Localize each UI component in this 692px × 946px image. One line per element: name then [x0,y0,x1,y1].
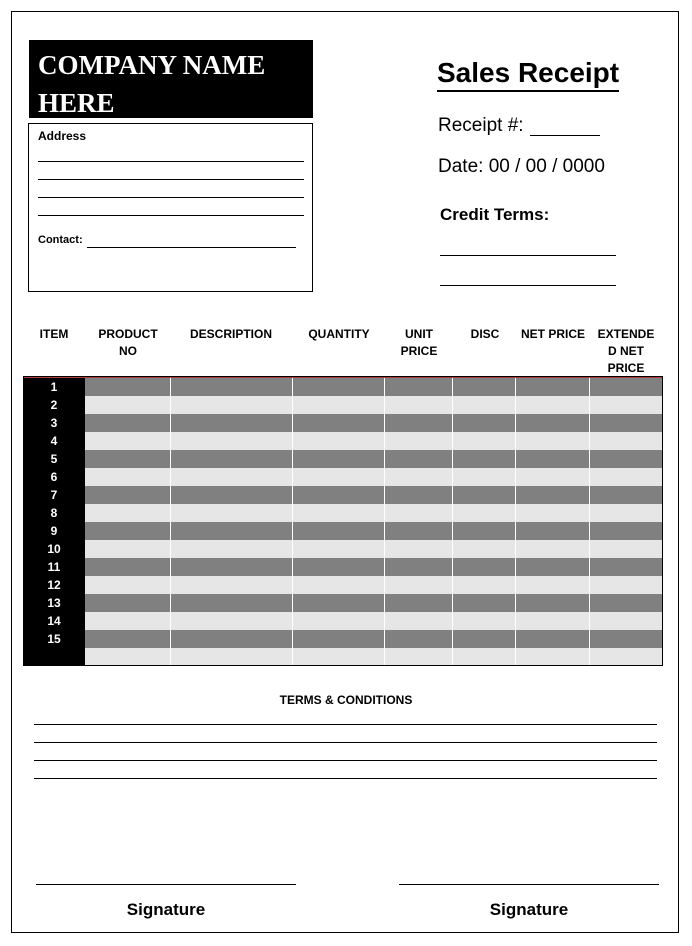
column-header-product-no: PRODUCT NO [98,327,158,358]
signature-line-left [36,884,296,885]
address-line [38,215,304,216]
company-name-line1: COMPANY NAME [38,50,266,80]
terms-line [34,778,657,779]
credit-terms-line [440,285,616,286]
address-line [38,161,304,162]
column-header-description: DESCRIPTION [189,327,272,341]
row-number: 10 [47,542,61,556]
terms-line [34,742,657,743]
column-header-unit-price: UNIT PRICE [400,327,438,358]
terms-line [34,760,657,761]
page-title: Sales Receipt [437,56,619,92]
signature-label-right: Signature [489,900,569,919]
terms-line [34,724,657,725]
contact-line [87,247,296,248]
row-number: 11 [47,560,61,574]
column-header-disc: DISC [470,327,500,341]
row-number: 15 [47,632,61,646]
column-header-quantity: QUANTITY [308,327,370,341]
address-box [28,123,313,292]
address-line [38,179,304,180]
row-number: 9 [50,524,58,538]
credit-terms-line [440,255,616,256]
row-number: 14 [47,614,61,628]
signature-label-left: Signature [126,900,206,919]
company-name-block [29,40,313,118]
row-number: 3 [50,416,58,430]
row-number: 7 [50,488,58,502]
credit-terms-label: Credit Terms: [440,205,550,224]
column-header-net-price: NET PRICE [520,327,585,341]
row-number: 13 [47,596,61,610]
company-name-line2: HERE [38,88,115,118]
signature-line-right [399,884,659,885]
contact-label: Contact: [38,234,83,246]
receipt-number-line [530,135,600,136]
address-label: Address [38,129,87,143]
table-border [23,376,663,666]
row-number: 12 [47,578,61,592]
terms-heading: TERMS & CONDITIONS [279,693,413,707]
address-line [38,197,304,198]
row-number: 4 [50,434,58,448]
row-number: 2 [50,398,58,412]
row-number: 1 [50,380,58,394]
row-number: 5 [50,452,58,466]
date-label: Date: 00 / 00 / 0000 [438,156,605,177]
column-header-extended-net-price: EXTENDE D NET PRICE [597,327,655,375]
column-header-item: ITEM [39,327,69,341]
row-number: 8 [50,506,58,520]
receipt-number-label: Receipt #: [438,115,524,136]
row-number: 6 [50,470,58,484]
